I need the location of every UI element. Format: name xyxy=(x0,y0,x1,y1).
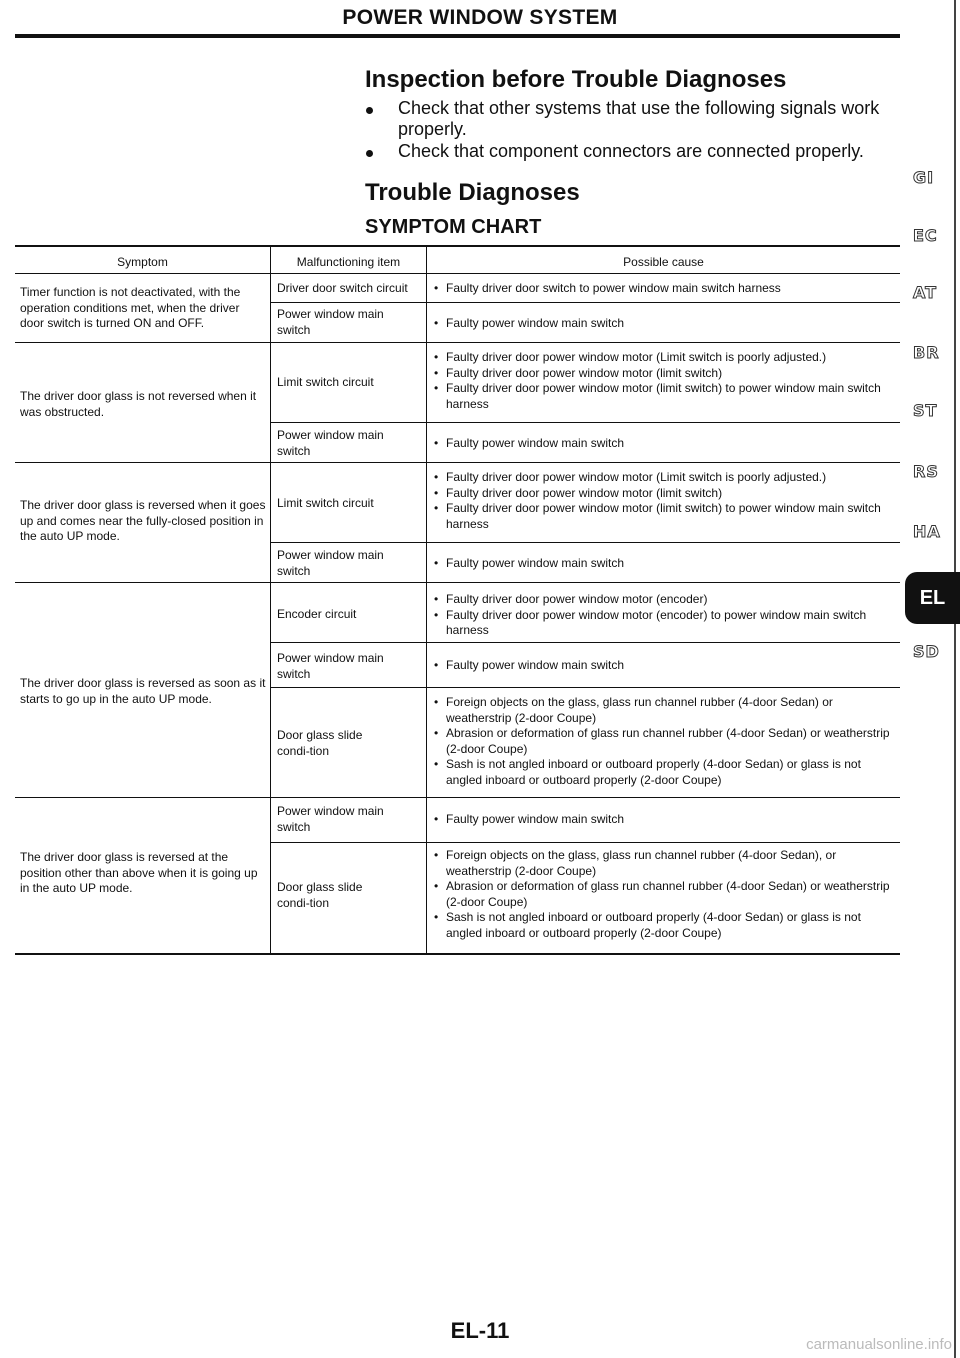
row-divider xyxy=(270,542,900,543)
malfunction-item: Power window main switch xyxy=(277,651,384,681)
section-tab-at[interactable]: AT xyxy=(913,283,938,302)
table-header-rule xyxy=(15,273,900,274)
section-tab-ec[interactable]: EC xyxy=(913,226,938,245)
possible-cause-list xyxy=(433,658,895,674)
possible-cause-item: • Faulty power window main switch xyxy=(433,812,895,828)
group-divider xyxy=(15,462,900,463)
possible-cause-list xyxy=(433,436,895,452)
possible-cause-item: • Faulty power window main switch xyxy=(433,316,895,332)
column-divider xyxy=(426,245,427,954)
possible-cause-list xyxy=(433,556,895,572)
header-possible-cause: Possible cause xyxy=(623,255,704,269)
inspection-bullet: Check that other systems that use the following signals work properly. xyxy=(365,98,905,140)
possible-cause-item: • Faulty driver door power window motor (limit switch) xyxy=(433,486,895,502)
possible-cause-item: • Faulty power window main switch xyxy=(433,658,895,674)
page-header-title: POWER WINDOW SYSTEM xyxy=(342,6,618,29)
table-bottom-rule xyxy=(15,953,900,955)
possible-cause-item: • Faulty driver door power window motor (Limit switch is poorly adjusted.) xyxy=(433,470,895,486)
inspection-bullet: Check that component connectors are connected properly. xyxy=(365,141,905,162)
symptom-cell: The driver door glass is not reversed when it was obstructed. xyxy=(20,389,257,419)
row-divider xyxy=(270,302,900,303)
row-divider xyxy=(270,687,900,688)
possible-cause-item: • Faulty power window main switch xyxy=(433,436,895,452)
row-divider xyxy=(270,642,900,643)
possible-cause-list xyxy=(433,592,895,639)
malfunction-item: Encoder circuit xyxy=(277,607,357,621)
header-rule xyxy=(15,34,900,38)
table-top-rule xyxy=(15,245,900,247)
possible-cause-item: • Faulty driver door power window motor (Limit switch is poorly adjusted.) xyxy=(433,350,895,366)
malfunction-item: Limit switch circuit xyxy=(277,375,374,389)
possible-cause-item: • Faulty driver door power window motor (limit switch) to power window main switch harness xyxy=(433,381,895,412)
possible-cause-list xyxy=(433,281,895,297)
malfunction-item: Power window main switch xyxy=(277,428,384,458)
section-tab-el-active[interactable]: EL xyxy=(905,572,960,624)
row-divider xyxy=(270,422,900,423)
possible-cause-list xyxy=(433,695,895,788)
possible-cause-item: • Faulty driver door switch to power window main switch harness xyxy=(433,281,895,297)
possible-cause-item: • Faulty power window main switch xyxy=(433,556,895,572)
header-symptom: Symptom xyxy=(117,255,168,269)
possible-cause-list xyxy=(433,812,895,828)
possible-cause-item: • Sash is not angled inboard or outboard properly (4-door Sedan) or glass is not angled inboard or outboard properly (2-door Coupe) xyxy=(433,757,895,788)
column-divider xyxy=(270,245,271,954)
right-page-border xyxy=(954,0,956,1358)
malfunction-item: Power window main switch xyxy=(277,307,384,337)
symptom-cell: Timer function is not deactivated, with the operation conditions met, when the driver door switch is turned ON and OFF. xyxy=(20,285,241,330)
watermark: carmanualsonline.info xyxy=(806,1336,952,1353)
possible-cause-item: • Abrasion or deformation of glass run channel rubber (4-door Sedan) or weatherstrip (2-door Coupe) xyxy=(433,726,895,757)
malfunction-item: Limit switch circuit xyxy=(277,496,374,510)
section-tab-br[interactable]: BR xyxy=(913,343,940,362)
possible-cause-item: • Foreign objects on the glass, glass run channel rubber (4-door Sedan), or weatherstrip (2-door Coupe) xyxy=(433,848,895,879)
section-tab-gi[interactable]: GI xyxy=(913,168,935,187)
malfunction-item: Door glass slide condi-tion xyxy=(277,880,363,910)
inspection-bullet-list xyxy=(365,98,905,163)
group-divider xyxy=(15,342,900,343)
symptom-chart-title: SYMPTOM CHART xyxy=(365,216,542,238)
possible-cause-item: • Faulty driver door power window motor (encoder) to power window main switch harness xyxy=(433,608,895,639)
group-divider xyxy=(15,582,900,583)
group-divider xyxy=(15,797,900,798)
row-divider xyxy=(270,842,900,843)
section-tab-sd[interactable]: SD xyxy=(913,642,940,661)
inspection-heading: Inspection before Trouble Diagnoses xyxy=(365,66,787,93)
trouble-diagnoses-heading: Trouble Diagnoses xyxy=(365,179,580,206)
symptom-cell: The driver door glass is reversed at the position other than above when it is going up in the auto UP mode. xyxy=(20,850,258,895)
section-tab-ha[interactable]: HA xyxy=(913,522,941,541)
possible-cause-item: • Faulty driver door power window motor (limit switch) xyxy=(433,366,895,382)
header-malfunctioning-item: Malfunctioning item xyxy=(296,255,401,269)
section-tab-st[interactable]: ST xyxy=(913,401,938,420)
malfunction-item: Power window main switch xyxy=(277,804,384,834)
possible-cause-item: • Faulty driver door power window motor (encoder) xyxy=(433,592,895,608)
possible-cause-item: • Faulty driver door power window motor (limit switch) to power window main switch harness xyxy=(433,501,895,532)
possible-cause-item: • Abrasion or deformation of glass run channel rubber (4-door Sedan) or weatherstrip (2-door Coupe) xyxy=(433,879,895,910)
malfunction-item: Driver door switch circuit xyxy=(277,281,408,295)
symptom-cell: The driver door glass is reversed when it goes up and comes near the fully-closed position in the auto UP mode. xyxy=(20,498,266,543)
possible-cause-list xyxy=(433,470,895,532)
page-number: EL-11 xyxy=(450,1318,510,1343)
symptom-cell: The driver door glass is reversed as soon as it starts to go up in the auto UP mode. xyxy=(20,676,266,706)
possible-cause-item: • Sash is not angled inboard or outboard properly (4-door Sedan) or glass is not angled inboard or outboard properly (2-door Coupe) xyxy=(433,910,895,941)
malfunction-item: Power window main switch xyxy=(277,548,384,578)
section-tab-rs[interactable]: RS xyxy=(913,462,939,481)
possible-cause-list xyxy=(433,350,895,412)
possible-cause-item: • Foreign objects on the glass, glass run channel rubber (4-door Sedan) or weatherstrip (2-door Coupe) xyxy=(433,695,895,726)
possible-cause-list xyxy=(433,316,895,332)
malfunction-item: Door glass slide condi-tion xyxy=(277,728,363,758)
possible-cause-list xyxy=(433,848,895,941)
